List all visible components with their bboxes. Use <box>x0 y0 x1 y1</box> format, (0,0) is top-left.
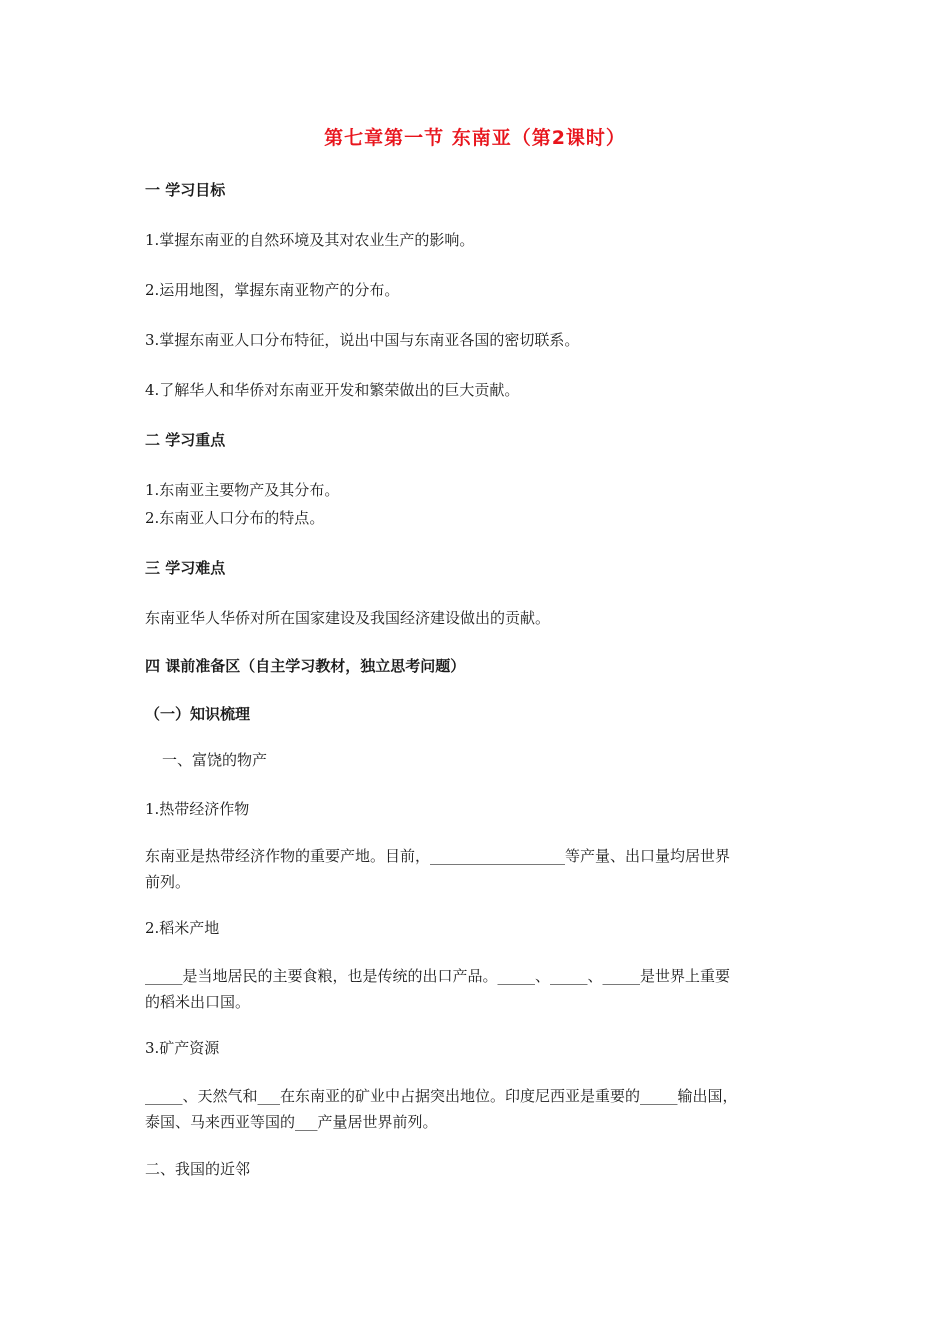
item1-text: 东南亚是热带经济作物的重要产地。目前，__________________等产量、出口量均居世界 <box>145 847 731 865</box>
goal-item: 4.了解华人和华侨对东南亚开发和繁荣做出的巨大贡献。 <box>145 381 520 399</box>
item3-text: 泰国、马来西亚等国的___产量居世界前列。 <box>145 1113 438 1131</box>
keypoint-item: 2.东南亚人口分布的特点。 <box>145 509 325 527</box>
item2-text: 的稻米出口国。 <box>145 993 251 1011</box>
part2-title: 二、我国的近邻 <box>145 1160 251 1178</box>
keypoint-item: 1.东南亚主要物产及其分布。 <box>145 481 340 499</box>
item1-text: 前列。 <box>145 873 191 891</box>
difficulty-heading: 三 学习难点 <box>145 559 226 577</box>
goals-heading: 一 学习目标 <box>145 181 226 199</box>
goal-item: 3.掌握东南亚人口分布特征，说出中国与东南亚各国的密切联系。 <box>145 331 580 349</box>
goal-item: 1.掌握东南亚的自然环境及其对农业生产的影响。 <box>145 231 475 249</box>
item1-title: 1.热带经济作物 <box>145 800 250 818</box>
difficulty-text: 东南亚华人华侨对所在国家建设及我国经济建设做出的贡献。 <box>145 609 551 627</box>
item2-text: _____是当地居民的主要食粮，也是传统的出口产品。_____、_____、_____是世界上重要 <box>145 967 731 985</box>
page-title: 第七章第一节 东南亚（第2课时） <box>324 127 626 149</box>
goal-item: 2.运用地图，掌握东南亚物产的分布。 <box>145 281 400 299</box>
prep-heading: 四 课前准备区（自主学习教材，独立思考问题） <box>145 657 466 675</box>
item3-text: _____、天然气和___在东南亚的矿业中占据突出地位。印度尼西亚是重要的_____输出国， <box>145 1087 738 1105</box>
item3-title: 3.矿产资源 <box>145 1039 220 1057</box>
item2-title: 2.稻米产地 <box>145 919 220 937</box>
keypoints-heading: 二 学习重点 <box>145 431 226 449</box>
knowledge-heading: （一）知识梳理 <box>145 705 251 723</box>
part1-title: 一、富饶的物产 <box>162 751 268 769</box>
